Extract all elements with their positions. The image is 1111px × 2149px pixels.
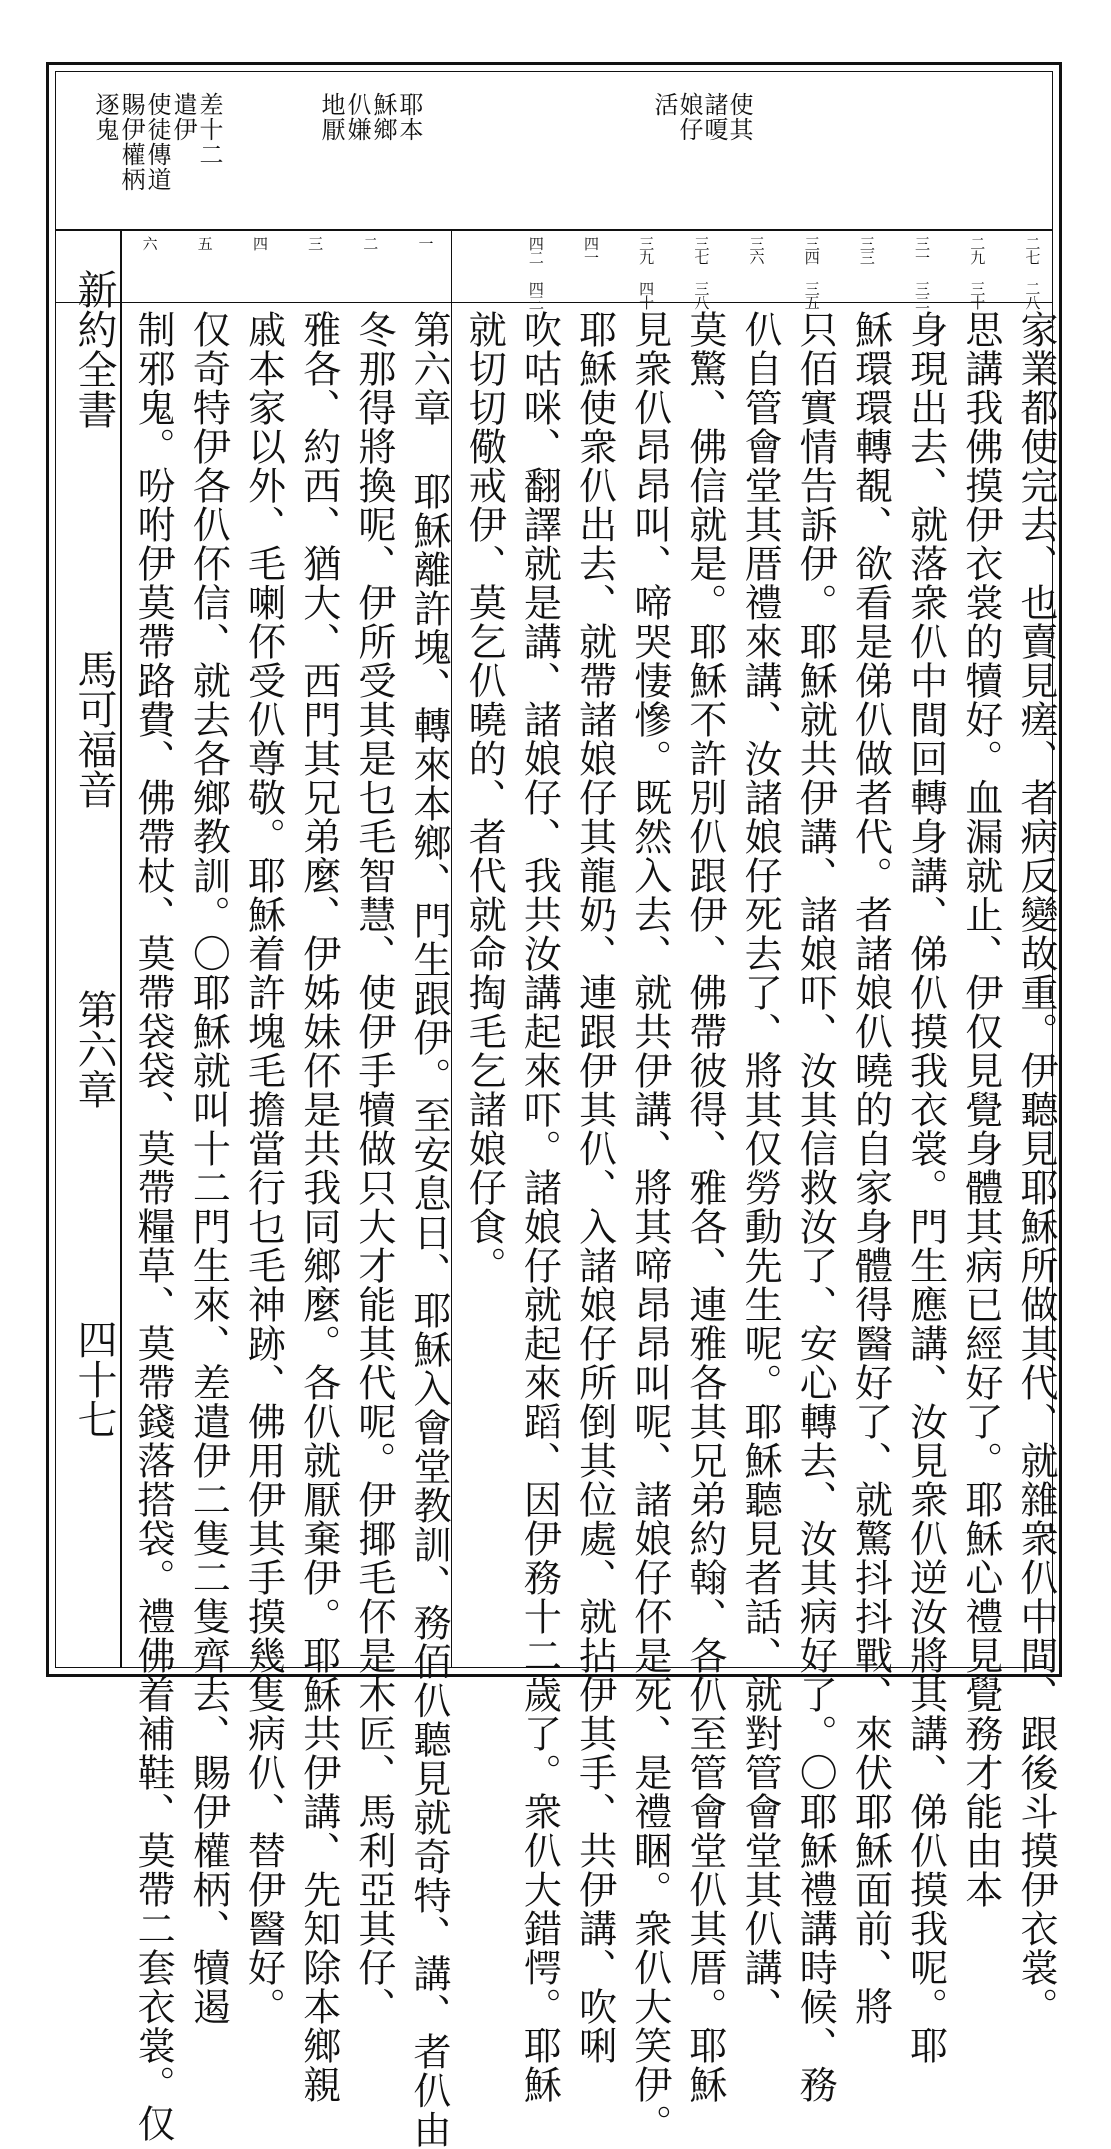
- verse-number: 四: [250, 236, 269, 250]
- text-column: 雅各、約西、猶大、西門其兄弟麼、伊姊妹伓是共我同鄉麼。各仈就厭棄伊。耶穌共伊講、先知除本鄉親: [296, 310, 341, 2104]
- header-note-left-1: 差十二: [195, 92, 223, 167]
- header-notes-band: [56, 72, 1052, 231]
- header-note-left-2: 遣伊: [169, 92, 197, 142]
- sidebar: [56, 229, 122, 1667]
- verse-number-divider: [56, 302, 1052, 303]
- inner-frame: [55, 71, 1058, 2149]
- text-column: 莫驚、佛信就是。耶穌不許別仈跟伊、佛帶彼得、雅各、連雅各其兄弟約翰、各仈至管會堂仈其厝。耶穌: [682, 310, 727, 2104]
- verse-number: 四一: [582, 236, 600, 264]
- verse-number: 四二 四三: [526, 236, 545, 309]
- header-note-middle-3: 仈嫌: [343, 92, 371, 142]
- text-column: 仅奇特伊各仈伓信、就去各鄉教訓。〇耶穌就叫十二門生來、差遣伊二隻二隻齊去、賜伊權柄、犢遏: [186, 310, 231, 2026]
- verse-number: 二: [361, 236, 380, 250]
- verse-number: 六: [140, 236, 159, 250]
- text-column: 第六章 耶穌離許塊、轉來本鄉、門生跟伊。至安息日、耶穌入會堂教訓、務佰仈聽見就奇特、講、者仈由: [407, 310, 452, 2149]
- header-note-middle-2: 穌鄉: [369, 92, 397, 142]
- text-column: 制邪鬼。吩咐伊莫帶路費、佛帶杖、莫帶袋袋、莫帶糧草、莫帶錢落搭袋。禮佛着補鞋、莫帶二套衣裳。仅: [131, 310, 176, 2143]
- verse-number: 三七 三八: [692, 236, 711, 309]
- text-column: 冬那得將換呢、伊所受其是乜毛智慧、使伊手犢做只大才能其代呢。伊揶毛伓是木匠、馬利亞其仔、: [351, 310, 396, 2026]
- header-note-right-2: 諸嗄: [700, 92, 728, 142]
- header-note-middle-4: 地厭: [317, 92, 345, 142]
- section-divider: [451, 229, 452, 1667]
- text-column: 吹咕咪、翻譯就是講、諸娘仔、我共汝講起來吓。諸娘仔就起來蹈、因伊務十二歲了。衆仈大錯愕。耶穌: [517, 310, 562, 2104]
- header-note-right-3: 娘仔: [675, 92, 703, 142]
- page-frame: [46, 62, 1062, 2149]
- page-number: 四十七: [71, 1319, 117, 1439]
- text-column: 家業都使完去、也賣見瘥、者病反變故重。伊聽見耶穌所做其代、就雜衆仈中間、跟後斗摸伊衣裳。: [1013, 310, 1058, 2026]
- verse-number: 五: [195, 236, 214, 250]
- text-column: 就切切儆戒伊、莫乞仈曉的、者代就命掏毛乞諸娘仔食。: [462, 310, 507, 1285]
- book-name: 馬可福音: [71, 649, 117, 809]
- text-column: 思講我佛摸伊衣裳的犢好。血漏就止、伊仅見覺身體其病已經好了。耶穌心禮見覺務才能由本: [958, 310, 1003, 1909]
- text-column: 身現出去、就落衆仈中間回轉身講、俤仈摸我衣裳。門生應講、汝見衆仈逆汝將其講、俤仈摸我呢。耶: [903, 310, 948, 2065]
- verse-number: 二九 三十: [968, 236, 987, 309]
- text-column: 戚本家以外、毛喇伓受仈尊敬。耶穌着許塊毛擔當行乜毛神跡、佛用伊其手摸幾隻病仈、替伊醫好。: [241, 310, 286, 2026]
- verse-number: 三三: [857, 236, 876, 264]
- verse-number: 三: [306, 236, 325, 250]
- book-title: 新約全書: [71, 269, 117, 429]
- verse-number: 三六: [747, 236, 766, 264]
- text-column: 仈自管會堂其厝禮來講、汝諸娘仔死去了、將其仅勞動先生呢。耶穌聽見者話、就對管會堂其仈講、: [738, 310, 783, 2026]
- header-note-left-5: 逐鬼: [91, 92, 119, 142]
- header-note-left-3: 使徒傳道: [143, 92, 171, 192]
- verse-number: 三一 三二: [913, 236, 932, 309]
- text-column: 耶穌使衆仈出去、就帶諸娘仔其龍奶、連跟伊其仈、入諸娘仔所倒其位處、就拈伊其手、共伊講、吹唎: [572, 310, 617, 2065]
- text-column: 只佰實情告訴伊。耶穌就共伊講、諸娘吓、汝其信救汝了、安心轉去、汝其病好了。〇耶穌禮講時候、務: [793, 310, 838, 2104]
- text-column: 見衆仈昂昂叫、啼哭悽慘。既然入去、就共伊講、將其啼昂昂叫呢、諸娘仔伓是死、是禮睏。衆仈大笑伊。: [627, 310, 672, 2143]
- header-note-right-1: 使其: [725, 92, 753, 142]
- header-note-right-4: 活: [650, 92, 678, 117]
- verse-number: 三九 四十: [637, 236, 656, 309]
- text-column: 穌環環轉覩、欲看是俤仈做者代。者諸娘仈曉的自家身體得醫好了、就驚抖抖戰、來伏耶穌面前、將: [848, 310, 893, 2026]
- header-note-middle-1: 耶本: [395, 92, 423, 142]
- verse-number: 三四 三五: [802, 236, 821, 309]
- verse-number: 二七 二八: [1023, 236, 1042, 309]
- verse-number: 一: [416, 236, 435, 250]
- chapter-label: 第六章: [71, 989, 117, 1109]
- header-note-left-4: 賜伊權柄: [117, 92, 145, 192]
